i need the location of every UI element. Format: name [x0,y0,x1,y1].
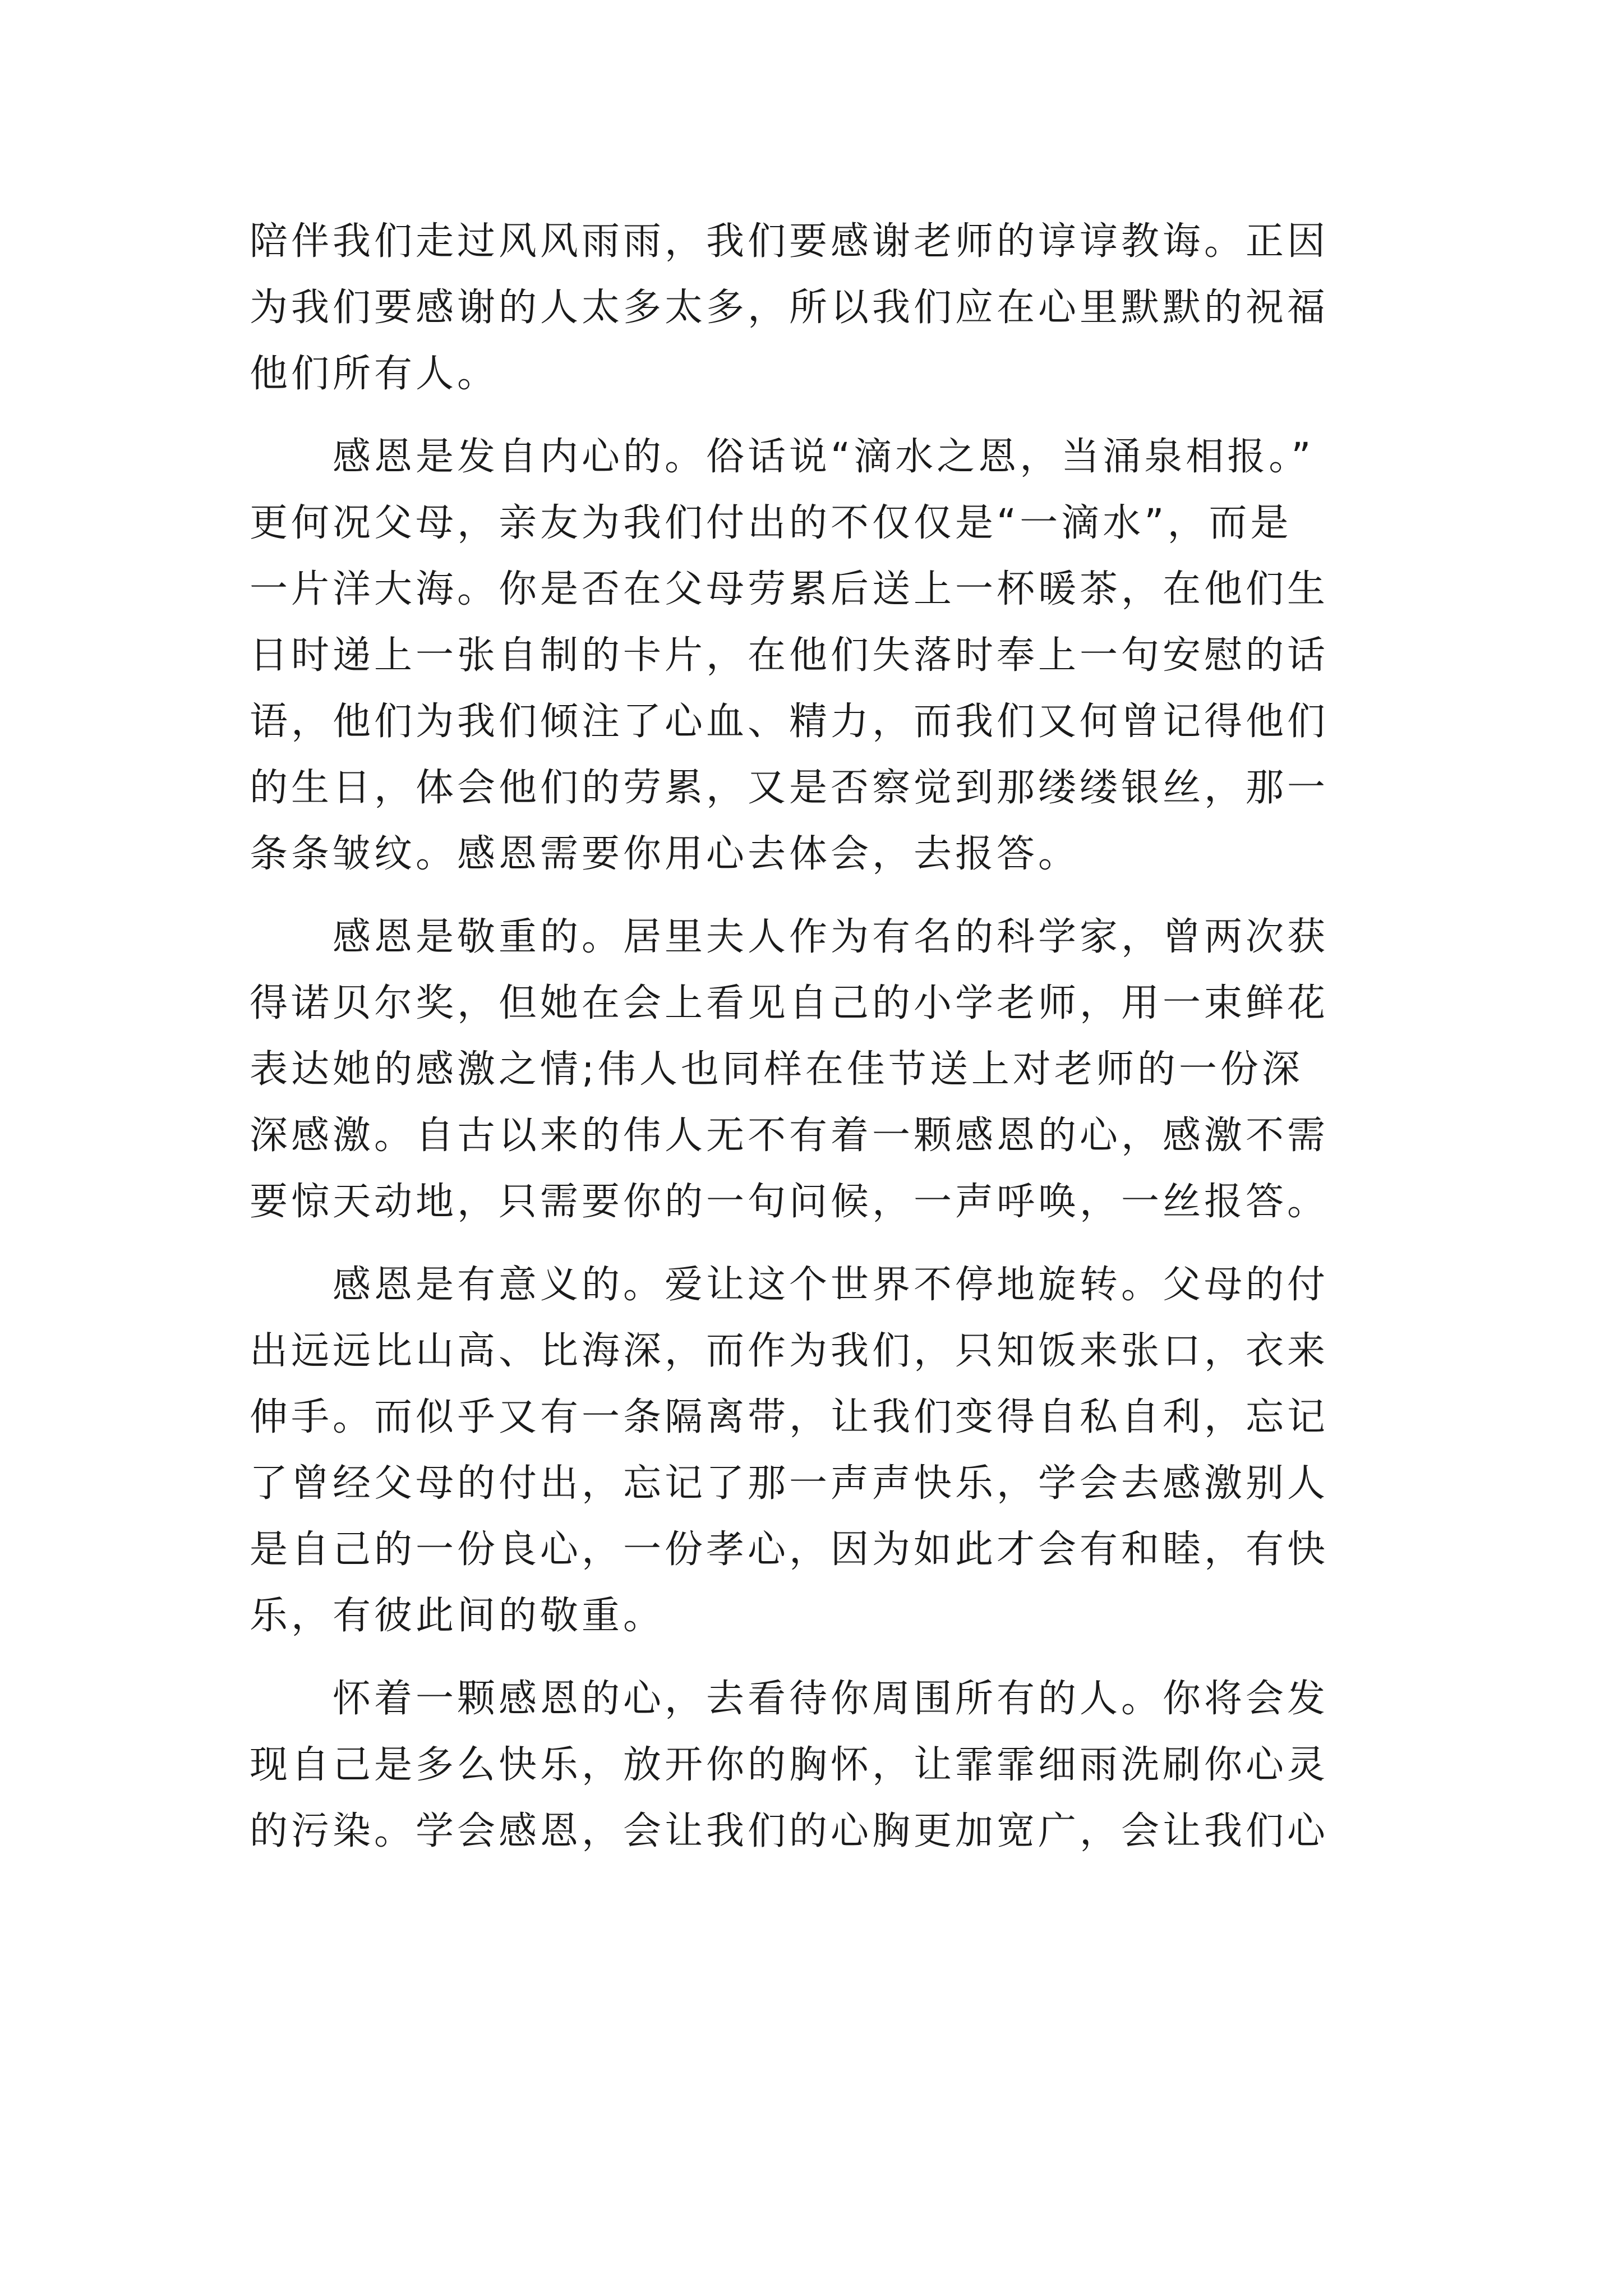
paragraph [250,209,1405,407]
text-line: 表达她的感激之情;伟人也同样在佳节送上对老师的一份深 [250,1047,1303,1092]
text-line: 的污染。学会感恩，会让我们的心胸更加宽广，会让我们心 [250,1809,1329,1853]
text-line: 现自己是多么快乐，放开你的胸怀，让霏霏细雨洗刷你心灵 [250,1743,1329,1787]
text-line: 条条皱纹。感恩需要你用心去体会，去报答。 [250,832,1080,876]
paragraph-spacer [250,1235,1405,1252]
text-line: 的生日，体会他们的劳累，又是否察觉到那缕缕银丝，那一 [250,766,1329,810]
text-line: 出远远比山高、比海深，而作为我们，只知饭来张口，衣来 [250,1329,1329,1373]
paragraph [250,1666,1405,1865]
text-line: 为我们要感谢的人太多太多，所以我们应在心里默默的祝福 [250,286,1329,330]
text-line: 日时递上一张自制的卡片，在他们失落时奉上一句安慰的话 [250,633,1329,678]
paragraph [250,424,1405,887]
text-line: 语，他们为我们倾注了心血、精力，而我们又何曾记得他们 [250,700,1329,744]
text-line: 伸手。而似乎又有一条隔离带，让我们变得自私自利，忘记 [250,1395,1329,1439]
text-line: 了曾经父母的付出，忘记了那一声声快乐，学会去感激别人 [250,1461,1329,1506]
text-line: 感恩是发自内心的。俗话说“滴水之恩，当涌泉相报。” [250,435,1315,479]
paragraph-spacer [250,407,1405,424]
paragraph [250,904,1405,1235]
paragraph-spacer [250,887,1405,904]
paragraph [250,1252,1405,1649]
text-line: 乐，有彼此间的敬重。 [250,1594,665,1638]
text-line: 他们所有人。 [250,352,499,396]
text-line: 一片洋大海。你是否在父母劳累后送上一杯暖茶，在他们生 [250,567,1329,611]
text-line: 感恩是有意义的。爱让这个世界不停地旋转。父母的付 [250,1263,1329,1307]
document-body [250,209,1405,1865]
text-line: 更何况父母，亲友为我们付出的不仅仅是“一滴水”，而是 [250,501,1292,545]
text-line: 怀着一颗感恩的心，去看待你周围所有的人。你将会发 [250,1677,1329,1721]
text-line: 是自己的一份良心，一份孝心，因为如此才会有和睦，有快 [250,1527,1329,1572]
paragraph-spacer [250,1649,1405,1666]
text-line: 陪伴我们走过风风雨雨，我们要感谢老师的谆谆教诲。正因 [250,219,1329,264]
text-line: 要惊天动地，只需要你的一句问候，一声呼唤，一丝报答。 [250,1180,1329,1224]
text-line: 感恩是敬重的。居里夫人作为有名的科学家，曾两次获 [250,915,1329,959]
text-line: 得诺贝尔奖，但她在会上看见自己的小学老师，用一束鲜花 [250,981,1329,1025]
text-line: 深感激。自古以来的伟人无不有着一颗感恩的心，感激不需 [250,1114,1329,1158]
